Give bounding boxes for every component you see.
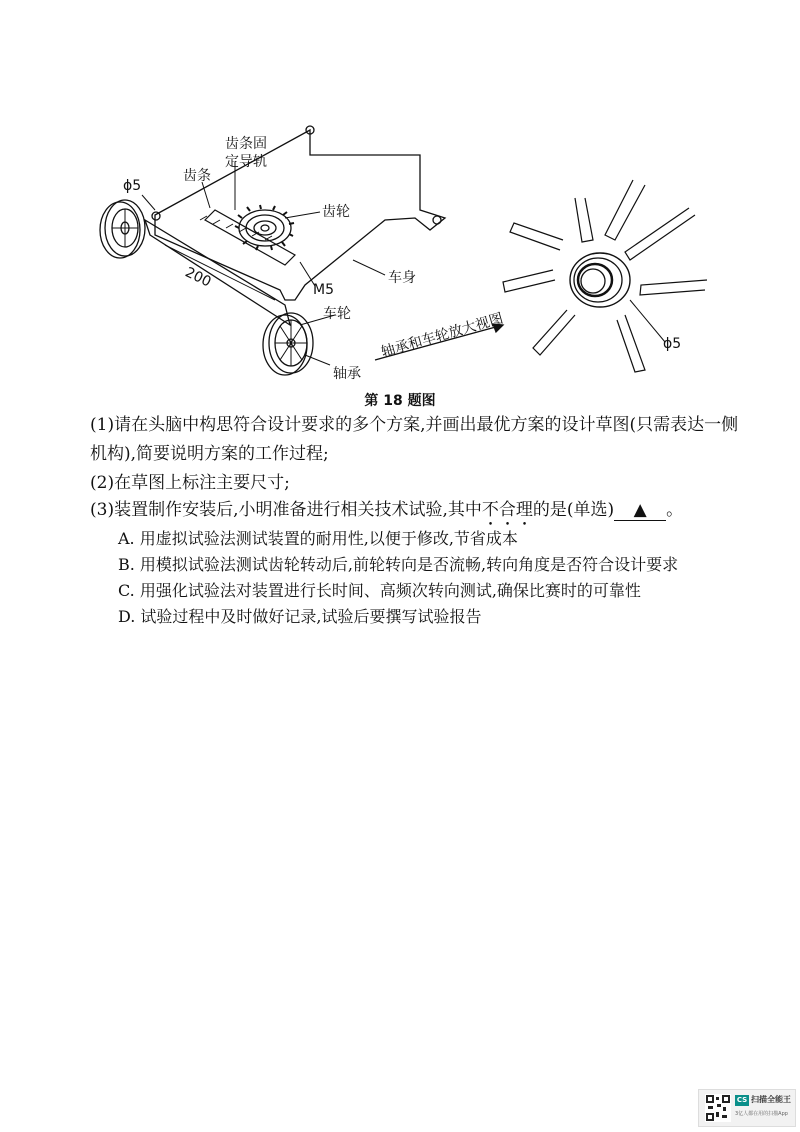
question-1 (90, 411, 740, 469)
option-c: C. 用强化试验法对装置进行长时间、高频次转向测试,确保比赛时的可靠性 (118, 581, 641, 600)
axle-strip (145, 220, 290, 325)
watermark-app-name: 扫描全能王 (751, 1095, 791, 1104)
question-2: (2)在草图上标注主要尺寸; (90, 473, 290, 493)
label-dim-200: 200 (182, 264, 214, 291)
cs-logo-icon: CS (736, 1096, 748, 1104)
option-d: D. 试验过程中及时做好记录,试验后要撰写试验报告 (118, 607, 482, 626)
label-m5: M5 (313, 282, 334, 298)
label-gear: 齿轮 (322, 204, 350, 220)
label-body: 车身 (388, 270, 416, 286)
question-3-end: 。 (666, 500, 684, 520)
gear-shape (235, 205, 294, 250)
option-b: B. 用模拟试验法测试齿轮转动后,前轮转向是否流畅,转向角度是否符合设计要求 (118, 555, 679, 574)
rear-wheel (263, 313, 313, 375)
label-wheel: 车轮 (323, 306, 351, 322)
label-rack: 齿条 (183, 168, 211, 184)
label-phi5-left: ϕ5 (123, 178, 142, 194)
label-rack-guide-1: 齿条固 (225, 136, 267, 152)
figure-caption: 第 18 题图 (364, 393, 436, 409)
label-phi5-right: ϕ5 (663, 336, 682, 352)
qr-code-icon (705, 1094, 731, 1122)
answer-blank[interactable]: ▲ (614, 500, 666, 521)
front-wheel (100, 200, 145, 258)
question-1-line-2: 机构),简要说明方案的工作过程; (90, 444, 329, 464)
label-rack-guide-2: 定导轨 (225, 154, 267, 170)
rack-guide-shape (205, 210, 295, 265)
label-bearing: 轴承 (333, 366, 361, 382)
watermark-tagline: 3亿人都在用的扫描App (735, 1111, 788, 1117)
scanner-watermark (698, 1089, 796, 1127)
option-a: A. 用虚拟试验法测试装置的耐用性,以便于修改,节省成本 (118, 529, 518, 548)
label-zoom: 轴承和车轮放大视图 (379, 310, 506, 361)
question-3-emphasis: 不合理 (481, 500, 533, 520)
question-3-after: 的是(单选) (532, 500, 615, 520)
question-3-before: (3)装置制作安装后,小明准备进行相关技术试验,其中 (90, 500, 482, 520)
figure-18 (85, 110, 725, 395)
question-3 (90, 496, 740, 530)
question-1-line-1: (1)请在头脑中构思符合设计要求的多个方案,并画出最优方案的设计草图(只需表达一侧 (90, 415, 739, 435)
bearing-zoom (570, 253, 630, 307)
